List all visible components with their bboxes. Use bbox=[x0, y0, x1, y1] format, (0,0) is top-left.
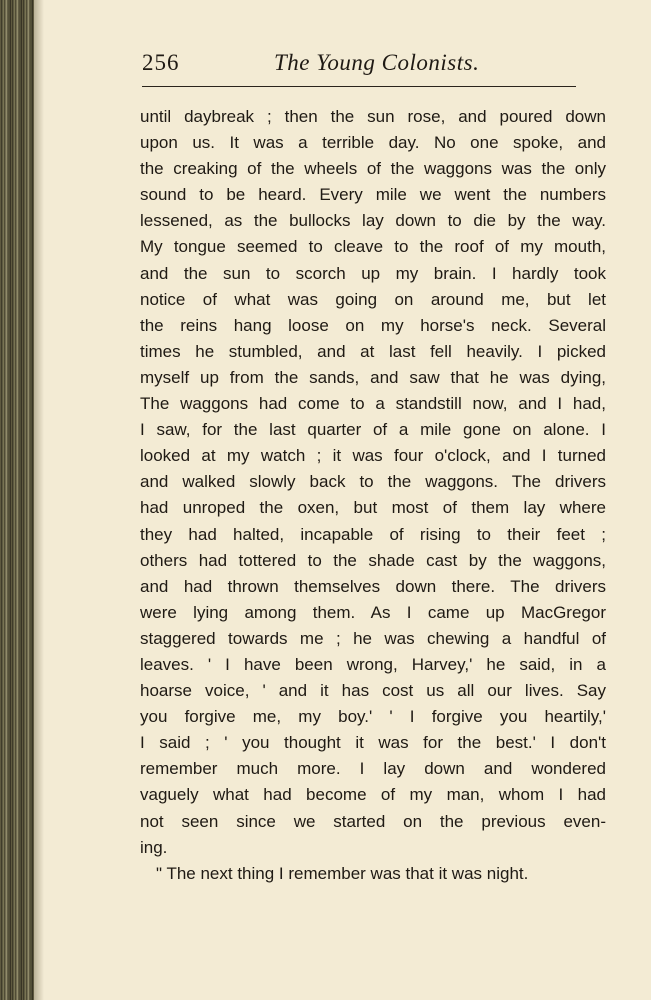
page-number: 256 bbox=[142, 50, 180, 75]
text-line: and walked slowly back to the waggons. The drivers bbox=[140, 472, 606, 492]
text-line: until daybreak ; then the sun rose, and poured down bbox=[140, 107, 606, 126]
text-line: hoarse voice, ' and it has cost us all our lives. Say bbox=[140, 681, 606, 701]
text-line: My tongue seemed to cleave to the roof of my mouth, bbox=[140, 237, 606, 257]
text-line: times he stumbled, and at last fell heavily. I picked bbox=[140, 341, 606, 361]
text-line: not seen since we started on the previous even- bbox=[140, 811, 606, 831]
text-line: others had tottered to the shade cast by the waggons, bbox=[140, 550, 606, 570]
header-rule bbox=[142, 86, 576, 87]
text-line: ing. bbox=[140, 837, 168, 857]
text-line: lessened, as the bullocks lay down to die by the way. bbox=[140, 211, 606, 231]
text-line: myself up from the sands, and saw that he was dying, bbox=[140, 367, 606, 387]
text-line: looked at my watch ; it was four o'clock, and I turned bbox=[140, 446, 606, 466]
body-text bbox=[140, 104, 606, 887]
text-line: and had thrown themselves down there. The drivers bbox=[140, 576, 606, 596]
text-line: The waggons had come to a standstill now, and I had, bbox=[140, 394, 606, 414]
text-line: the reins hang loose on my horse's neck. Several bbox=[140, 315, 606, 335]
text-line: upon us. It was a terrible day. No one spoke, and bbox=[140, 133, 606, 153]
text-line: leaves. ' I have been wrong, Harvey,' he said, in a bbox=[140, 654, 606, 674]
text-line: they had halted, incapable of rising to their feet ; bbox=[140, 524, 606, 544]
text-line: were lying among them. As I came up MacGregor bbox=[140, 602, 606, 622]
text-line: vaguely what had become of my man, whom I had bbox=[140, 785, 606, 805]
text-line: sound to be heard. Every mile we went the numbers bbox=[140, 185, 606, 205]
text-line: I said ; ' you thought it was for the best.' I don't bbox=[140, 733, 606, 753]
text-line: the creaking of the wheels of the waggons was the only bbox=[140, 159, 606, 179]
text-line: staggered towards me ; he was chewing a handful of bbox=[140, 628, 606, 648]
text-line: you forgive me, my boy.' ' I forgive you heartily,' bbox=[140, 707, 606, 727]
running-head bbox=[142, 50, 574, 80]
text-line: remember much more. I lay down and wondered bbox=[140, 759, 606, 779]
book-spine-edge bbox=[0, 0, 34, 1000]
text-line: had unroped the oxen, but most of them lay where bbox=[140, 498, 606, 518]
running-title: The Young Colonists. bbox=[274, 50, 480, 75]
text-line: and the sun to scorch up my brain. I hardly took bbox=[140, 263, 606, 283]
paragraph-start-line: " The next thing I remember was that it was night. bbox=[156, 863, 529, 883]
text-line: notice of what was going on around me, but let bbox=[140, 289, 606, 309]
book-page bbox=[34, 0, 651, 1000]
text-line: I saw, for the last quarter of a mile gone on alone. I bbox=[140, 420, 606, 440]
